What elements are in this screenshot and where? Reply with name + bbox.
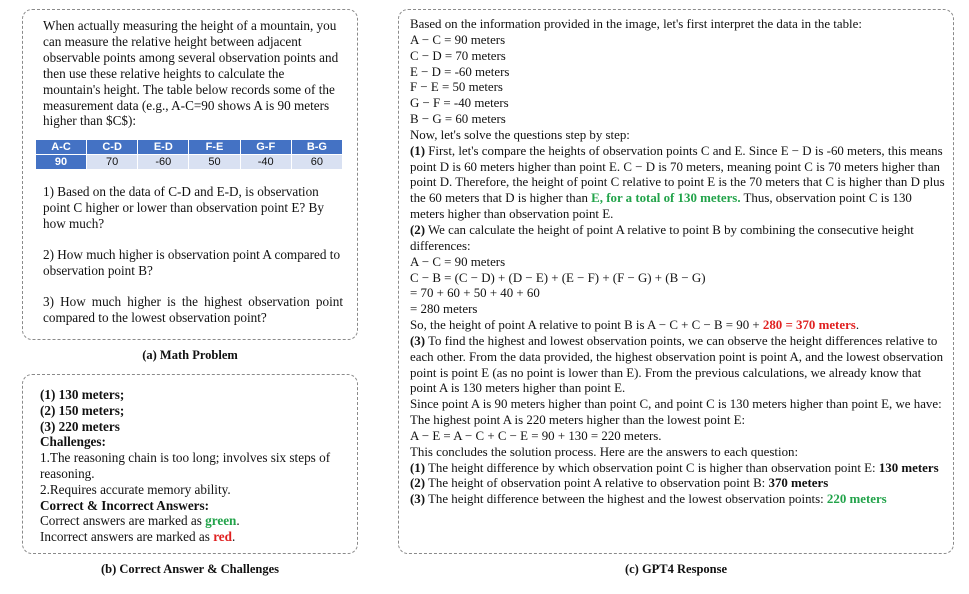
answer-3: (3) 220 meters: [40, 418, 120, 434]
correct-highlight: E, for a total of 130 meters.: [591, 191, 741, 206]
step-text: We can calculate the height of point A relative to point B by combining the consecutive height differences:: [410, 222, 914, 253]
step-label: (3): [410, 333, 426, 348]
challenge-2: 2.Requires accurate memory ability.: [40, 481, 231, 497]
question-1: 1) Based on the data of C-D and E-D, is observation point C higher or lower than observation point E? By how much?: [43, 184, 324, 232]
table-header-row: [36, 140, 343, 155]
challenges-title: Challenges:: [40, 434, 106, 450]
correct-highlight: 220 meters: [826, 492, 887, 507]
correct-incorrect-title: Correct & Incorrect Answers:: [40, 497, 210, 513]
caption-math-problem: (a) Math Problem: [142, 348, 238, 362]
correct-answer-panel: [22, 374, 358, 554]
answer-value: 370 meters: [768, 476, 829, 491]
step-2: [410, 223, 945, 255]
answer-value: 130 meters: [878, 460, 939, 475]
step-text: First, let's compare the heights of observation points C and E. Since E − D is -60 meters, this means point D is 60 meters higher than point E. C − D is 70 meters, meaning point C is 70 meters higher than point D. Therefore, the height of point C relative to point E is the 70 meters that C is higher than D plus the 60 meters that D is higher than: [410, 143, 945, 206]
step-3: [410, 334, 945, 397]
problem-statement: When actually measuring the height of a mountain, you can measure the relative height between adjacent observable points among several observation points and then use these relative heights to calculate the mountain's height. The table below records some of the measurement data (e.g., A-C=90 shows A is 90 meters higher than $C$):: [43, 18, 339, 129]
correct-legend-text: Correct answers are marked as: [40, 513, 206, 529]
final-answer-3: [410, 492, 945, 508]
table-cell: 50: [189, 155, 240, 170]
step-text: Thus, observation point C is 130 meters higher than observation point E.: [410, 191, 912, 222]
incorrect-highlight: 280 = 370 meters: [762, 318, 856, 333]
step-intro: Now, let's solve the questions step by step:: [410, 127, 630, 142]
math-problem-panel: [22, 9, 358, 340]
table-row: [36, 155, 343, 170]
equation: C − D = 70 meters: [410, 48, 506, 63]
red-word: red: [213, 529, 232, 545]
caption-gpt4-response: (c) GPT4 Response: [624, 562, 728, 576]
step-3-highest: The highest point A is 220 meters higher than the lowest point E:: [410, 413, 746, 428]
step-label: (2): [410, 222, 426, 237]
equation: = 70 + 60 + 50 + 40 + 60: [410, 286, 540, 301]
gpt4-response-panel: [398, 9, 954, 554]
answer-text: The height difference by which observation point C is higher than observation point E:: [425, 460, 879, 475]
equation: C − B = (C − D) + (D − E) + (E − F) + (F − G) + (B − G): [410, 270, 706, 285]
incorrect-legend-text: Incorrect answers are marked as: [40, 529, 214, 545]
final-answer-1: [410, 461, 945, 477]
table-cell: 90: [36, 155, 87, 170]
final-answer-2: [410, 476, 945, 492]
step-text: To find the highest and lowest observation points, we can observe the height differences relative to each other. From the data provided, the highest observation point is point A, and the lowest observation point is point E (as no point is lower than E). From the previous calculations, we already know that point A is 130 meters higher than point E.: [410, 333, 944, 396]
table-header-cell: B-G: [291, 140, 342, 155]
period: .: [232, 529, 236, 545]
step-1: [410, 144, 945, 223]
challenge-1: 1.The reasoning chain is too long; involves six steps of reasoning.: [40, 450, 331, 481]
response-intro: Based on the information provided in the image, let's first interpret the data in the table:: [410, 17, 862, 31]
period: .: [236, 513, 240, 529]
step-2-result: [410, 318, 945, 334]
answer-1: (1) 130 meters;: [40, 387, 125, 402]
measurement-table: [35, 139, 343, 170]
table-header-cell: C-D: [87, 140, 138, 155]
question-3: 3) How much higher is the highest observation point compared to the lowest observation point?: [43, 293, 343, 325]
table-header-cell: A-C: [36, 140, 87, 155]
table-cell: -60: [138, 155, 189, 170]
caption-correct-answer: (b) Correct Answer & Challenges: [101, 562, 279, 576]
equation: F − E = 50 meters: [410, 80, 503, 95]
answer-text: The height of observation point A relative to observation point B:: [425, 476, 769, 491]
table-header-cell: E-D: [138, 140, 189, 155]
correct-legend: [40, 513, 343, 529]
incorrect-legend: [40, 529, 343, 545]
equation: G − F = -40 meters: [410, 96, 509, 111]
table-cell: -40: [240, 155, 291, 170]
equation: E − D = -60 meters: [410, 64, 510, 79]
answer-text: The height difference between the highest and the lowest observation points:: [425, 492, 827, 507]
equation: = 280 meters: [410, 302, 478, 317]
equation: B − G = 60 meters: [410, 112, 506, 127]
question-2: 2) How much higher is observation point A compared to observation point B?: [43, 247, 341, 278]
step-text: So, the height of point A relative to point B is A − C + C − B = 90 +: [410, 318, 763, 333]
table-cell: 60: [291, 155, 342, 170]
step-label: (1): [410, 143, 426, 158]
green-word: green: [205, 513, 237, 529]
answer-2: (2) 150 meters;: [40, 402, 125, 418]
table-header-cell: G-F: [240, 140, 291, 155]
answer-label: (3): [410, 492, 426, 507]
answer-label: (1): [410, 460, 426, 475]
step-3-since: Since point A is 90 meters higher than point C, and point C is 130 meters higher than point E, we have:: [410, 397, 942, 412]
table-cell: 70: [87, 155, 138, 170]
equation: A − E = A − C + C − E = 90 + 130 = 220 meters.: [410, 428, 662, 443]
conclusion: This concludes the solution process. Here are the answers to each question:: [410, 444, 799, 459]
equation: A − C = 90 meters: [410, 254, 506, 269]
answer-label: (2): [410, 476, 426, 491]
period: .: [855, 318, 860, 333]
equation: A − C = 90 meters: [410, 32, 506, 47]
table-header-cell: F-E: [189, 140, 240, 155]
